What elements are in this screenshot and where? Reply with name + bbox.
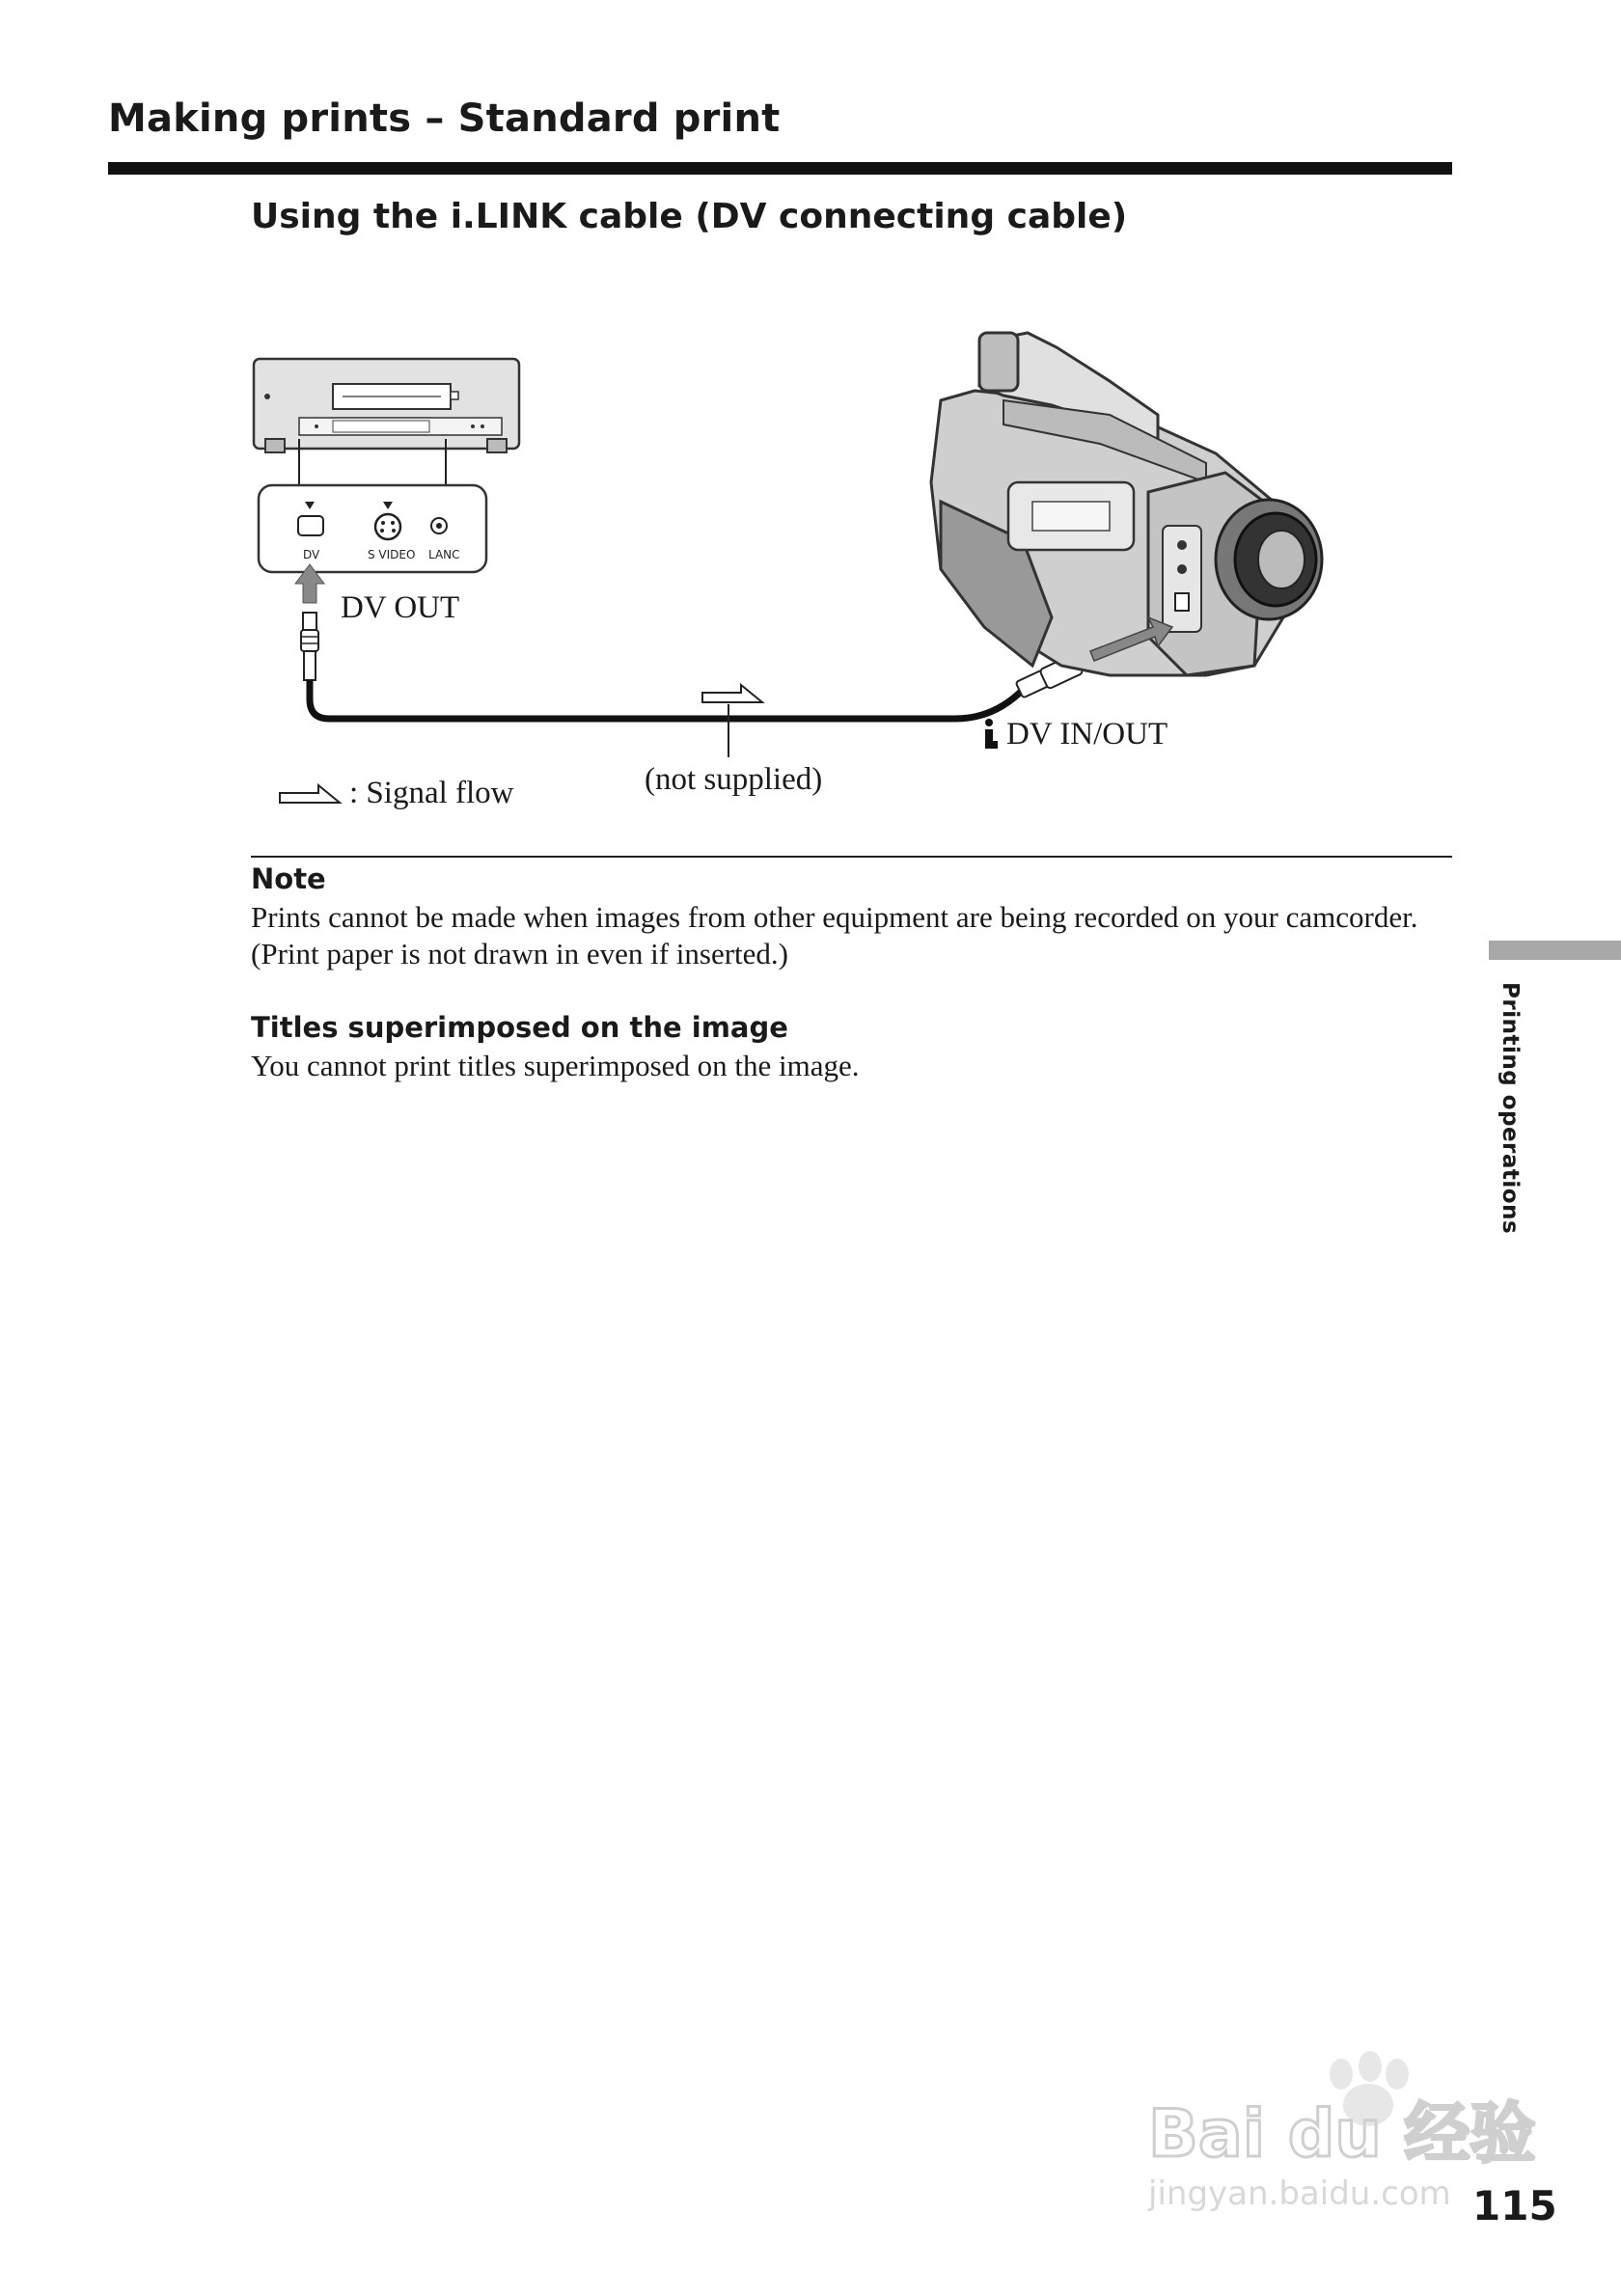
page-number: 115 <box>1472 2182 1557 2229</box>
signal-flow-arrow-icon <box>702 685 762 702</box>
note-rule <box>251 856 1452 858</box>
camcorder-illustration <box>931 333 1322 675</box>
signal-flow-legend-icon <box>280 785 340 803</box>
not-supplied-label: (not supplied) <box>645 762 823 797</box>
side-tab-label: Printing operations <box>1497 982 1523 1235</box>
port-label-s-video: S VIDEO <box>368 548 416 561</box>
s-video-port-icon <box>375 514 400 539</box>
section-title: Using the i.LINK cable (DV connecting cable) <box>251 197 1128 236</box>
port-label-dv: DV <box>303 548 320 561</box>
dv-port-icon <box>298 516 323 535</box>
port-label-lanc: LANC <box>428 548 460 561</box>
connection-diagram-svg <box>0 0 1621 849</box>
page-header-title: Making prints – Standard print <box>108 96 781 141</box>
connection-diagram <box>0 0 1621 849</box>
svg-text:Bai du 经验: Bai du 经验 <box>1148 2096 1536 2173</box>
side-tab-bar <box>1489 941 1621 960</box>
dv-cable <box>310 680 1023 719</box>
signal-flow-legend-label: : Signal flow <box>349 776 514 810</box>
ilink-icon <box>985 719 998 749</box>
dv-deck-illustration <box>254 359 519 452</box>
deck-side-plug <box>301 613 318 680</box>
note-body: Prints cannot be made when images from other equipment are being recorded on your camcorder. (Print paper is not drawn in even if inserted.) <box>251 900 1418 970</box>
note-heading: Note <box>251 862 326 895</box>
titles-heading: Titles superimposed on the image <box>251 1011 788 1044</box>
dv-out-label: DV OUT <box>341 590 460 625</box>
dv-in-out-label: DV IN/OUT <box>1006 717 1168 752</box>
titles-body: You cannot print titles superimposed on the image. <box>251 1049 860 1082</box>
svg-text:jingyan.baidu.com: jingyan.baidu.com <box>1148 2174 1451 2213</box>
